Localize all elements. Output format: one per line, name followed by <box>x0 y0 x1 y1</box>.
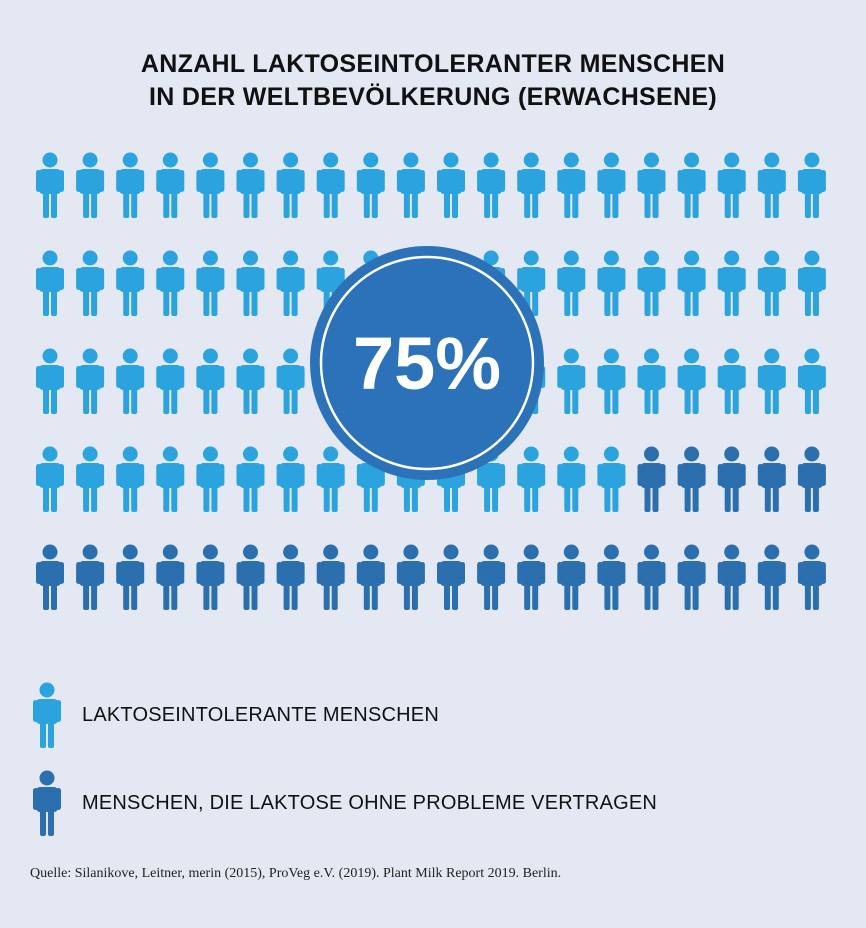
tolerant-person-icon <box>397 545 425 611</box>
intolerant-person-icon <box>237 447 265 513</box>
tolerant-person-icon <box>277 545 305 611</box>
tolerant-person-icon <box>638 447 666 513</box>
tolerant-person-icon <box>36 545 64 611</box>
intolerant-person-icon <box>277 153 305 219</box>
intolerant-person-icon <box>116 447 144 513</box>
percentage-badge <box>310 246 544 480</box>
tolerant-person-icon <box>597 545 625 611</box>
intolerant-person-icon <box>557 251 585 317</box>
intolerant-person-icon <box>277 349 305 415</box>
percentage-value: 75% <box>352 322 502 405</box>
intolerant-person-icon <box>156 153 184 219</box>
tolerant-person-icon <box>638 545 666 611</box>
intolerant-person-icon <box>76 447 104 513</box>
intolerant-person-icon <box>196 251 224 317</box>
intolerant-person-icon <box>798 349 826 415</box>
tolerant-person-icon <box>678 447 706 513</box>
tolerant-person-icon <box>678 545 706 611</box>
chart-title-line-2: IN DER WELTBEVÖLKERUNG (ERWACHSENE) <box>149 83 717 111</box>
intolerant-person-icon <box>517 447 545 513</box>
intolerant-person-icon <box>597 251 625 317</box>
intolerant-person-icon <box>597 349 625 415</box>
tolerant-person-icon <box>718 545 746 611</box>
intolerant-person-icon <box>597 153 625 219</box>
intolerant-person-icon <box>196 349 224 415</box>
legend-item-tolerant <box>30 768 657 838</box>
intolerant-person-icon <box>36 153 64 219</box>
intolerant-person-icon <box>156 251 184 317</box>
person-icon <box>30 680 64 750</box>
tolerant-person-icon <box>437 545 465 611</box>
intolerant-person-icon <box>116 251 144 317</box>
intolerant-person-icon <box>277 251 305 317</box>
intolerant-person-icon <box>196 447 224 513</box>
tolerant-person-icon <box>718 447 746 513</box>
tolerant-person-icon <box>758 447 786 513</box>
chart-title-line-1: ANZAHL LAKTOSEINTOLERANTER MENSCHEN <box>140 50 726 78</box>
source-note: Quelle: Silanikove, Leitner, merin (2015), ProVeg e.V. (2019). Plant Milk Report 2019. Berlin. <box>30 866 562 881</box>
tolerant-person-icon <box>517 545 545 611</box>
intolerant-person-icon <box>36 447 64 513</box>
tolerant-person-icon <box>156 545 184 611</box>
intolerant-person-icon <box>76 153 104 219</box>
intolerant-person-icon <box>317 153 345 219</box>
person-icon <box>30 768 64 838</box>
tolerant-person-icon <box>357 545 385 611</box>
intolerant-person-icon <box>798 251 826 317</box>
intolerant-person-icon <box>678 153 706 219</box>
intolerant-person-icon <box>557 349 585 415</box>
intolerant-person-icon <box>718 153 746 219</box>
intolerant-person-icon <box>237 349 265 415</box>
intolerant-person-icon <box>758 251 786 317</box>
tolerant-person-icon <box>196 545 224 611</box>
intolerant-person-icon <box>156 349 184 415</box>
intolerant-person-icon <box>638 251 666 317</box>
tolerant-person-icon <box>798 545 826 611</box>
intolerant-person-icon <box>437 153 465 219</box>
tolerant-person-icon <box>317 545 345 611</box>
intolerant-person-icon <box>277 447 305 513</box>
intolerant-person-icon <box>76 349 104 415</box>
intolerant-person-icon <box>116 349 144 415</box>
intolerant-person-icon <box>718 251 746 317</box>
tolerant-person-icon <box>237 545 265 611</box>
legend-label-tolerant: MENSCHEN, DIE LAKTOSE OHNE PROBLEME VERTRAGEN <box>82 791 658 814</box>
intolerant-person-icon <box>638 349 666 415</box>
intolerant-person-icon <box>798 153 826 219</box>
intolerant-person-icon <box>597 447 625 513</box>
intolerant-person-icon <box>678 251 706 317</box>
tolerant-person-icon <box>557 545 585 611</box>
intolerant-person-icon <box>36 349 64 415</box>
intolerant-person-icon <box>517 153 545 219</box>
intolerant-person-icon <box>237 153 265 219</box>
intolerant-person-icon <box>557 153 585 219</box>
legend-item-intolerant <box>30 680 439 750</box>
tolerant-person-icon <box>798 447 826 513</box>
intolerant-person-icon <box>638 153 666 219</box>
tolerant-person-icon <box>76 545 104 611</box>
tolerant-person-icon <box>477 545 505 611</box>
intolerant-person-icon <box>76 251 104 317</box>
intolerant-person-icon <box>477 153 505 219</box>
intolerant-person-icon <box>156 447 184 513</box>
tolerant-person-icon <box>116 545 144 611</box>
intolerant-person-icon <box>718 349 746 415</box>
intolerant-person-icon <box>758 349 786 415</box>
intolerant-person-icon <box>357 153 385 219</box>
intolerant-person-icon <box>758 153 786 219</box>
intolerant-person-icon <box>116 153 144 219</box>
legend-label-intolerant: LAKTOSEINTOLERANTE MENSCHEN <box>82 703 439 726</box>
intolerant-person-icon <box>196 153 224 219</box>
intolerant-person-icon <box>237 251 265 317</box>
intolerant-person-icon <box>36 251 64 317</box>
tolerant-person-icon <box>758 545 786 611</box>
intolerant-person-icon <box>317 447 345 513</box>
intolerant-person-icon <box>678 349 706 415</box>
intolerant-person-icon <box>557 447 585 513</box>
intolerant-person-icon <box>397 153 425 219</box>
